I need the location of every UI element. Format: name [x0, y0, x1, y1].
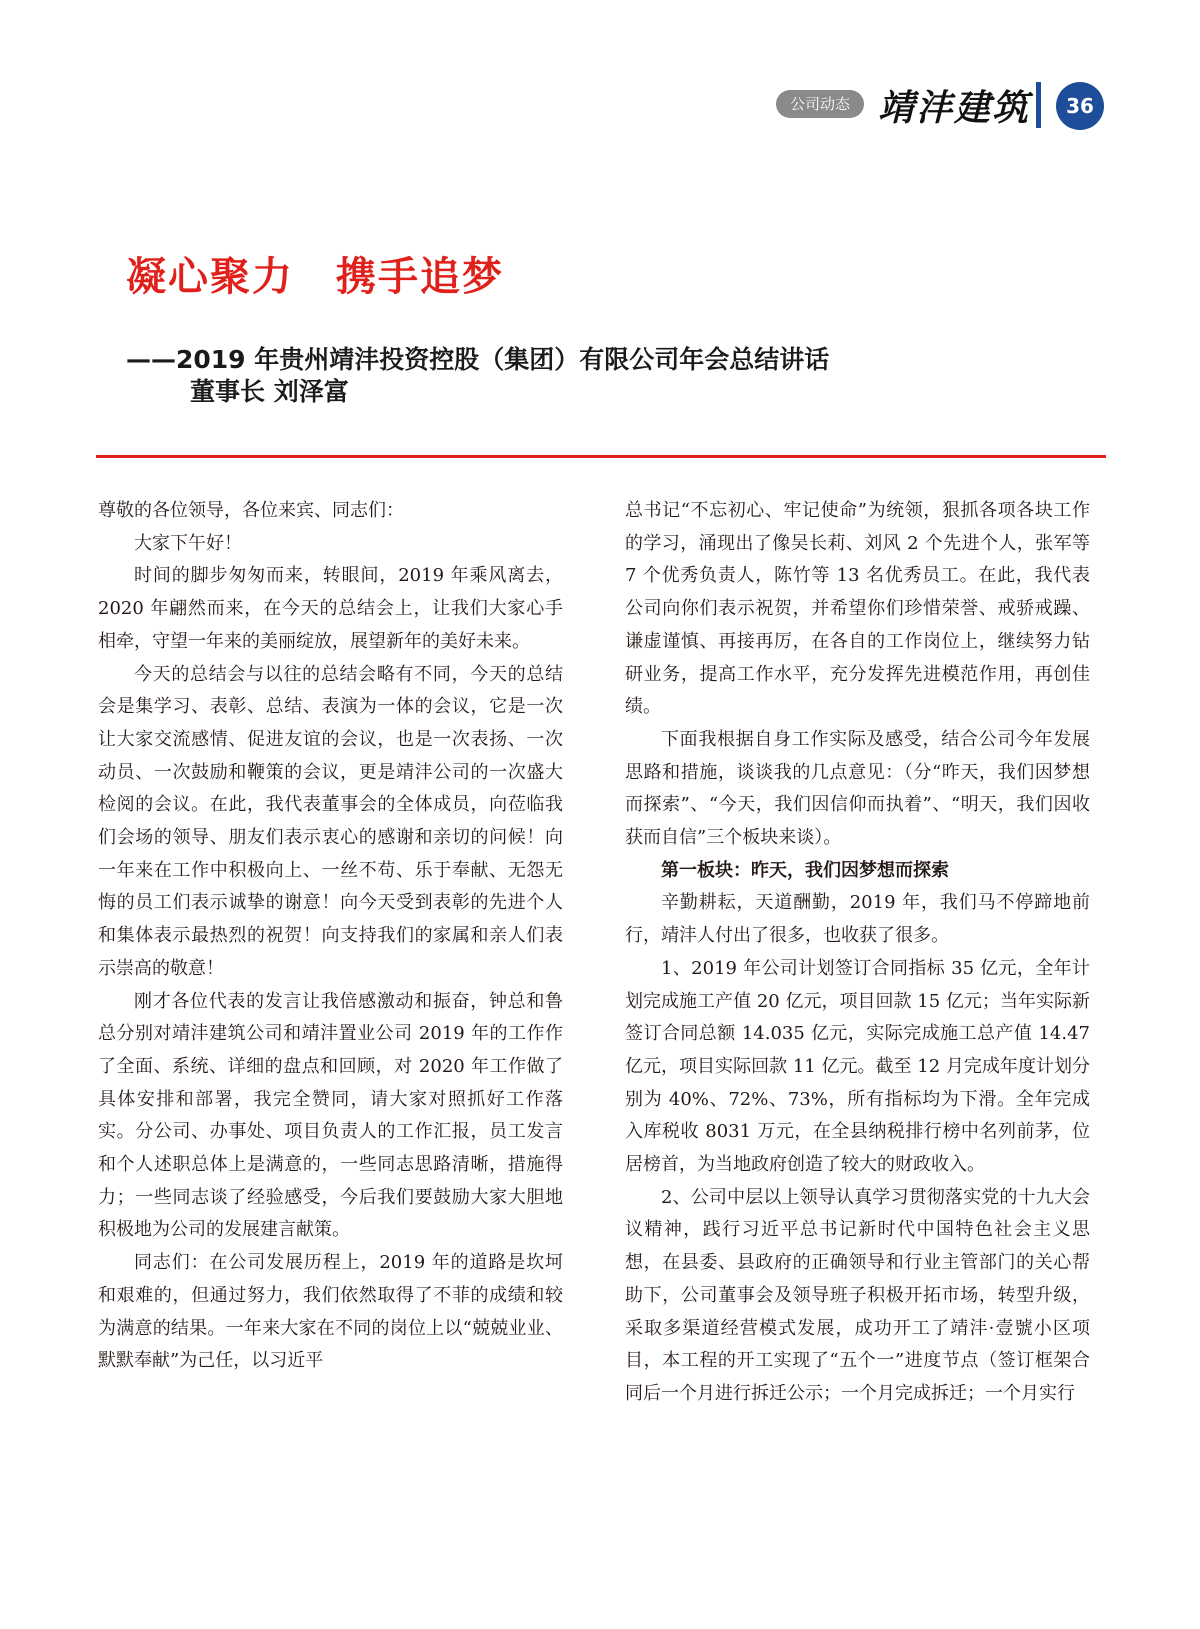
article-author: 董事长 刘泽富	[190, 377, 349, 406]
paragraph: 大家下午好！	[134, 532, 242, 554]
section-heading: 第一板块：昨天，我们因梦想而探索	[661, 859, 949, 881]
title-divider	[96, 455, 1106, 458]
section-label: 公司动态	[776, 90, 864, 118]
paragraph: 2、公司中层以上领导认真学习贯彻落实党的十九大会议精神，践行习近平总书记新时代中国特色社会主义思想，在县委、县政府的正确领导和行业主管部门的关心帮助下，公司董事会及领导班子积极开拓市场，转型升级，采取多渠道经营模式发展，成功开工了靖沣·壹號小区项目，本工程的开工实现了“五个一”进度节点（签订框架合同后一个月进行拆迁公示；一个月完成拆迁；一个月实行	[625, 1186, 1090, 1404]
page-number: 36	[1056, 82, 1104, 130]
article-title: 凝心聚力 携手追梦	[126, 254, 504, 300]
article-subtitle: ——2019 年贵州靖沣投资控股（集团）有限公司年会总结讲话	[126, 345, 830, 374]
magazine-brand: 靖沣建筑	[878, 87, 1031, 129]
left-column	[98, 495, 563, 1378]
paragraph: 时间的脚步匆匆而来，转眼间，2019 年乘风离去，2020 年翩然而来，在今天的总结会上，让我们大家心手相牵，守望一年来的美丽绽放，展望新年的美好未来。	[98, 565, 563, 652]
right-column	[625, 495, 1090, 1411]
header-divider	[1036, 82, 1041, 128]
paragraph: 尊敬的各位领导，各位来宾、同志们：	[98, 500, 404, 521]
paragraph: 今天的总结会与以往的总结会略有不同，今天的总结会是集学习、表彰、总结、表演为一体的会议，它是一次让大家交流感情、促进友谊的会议，也是一次表扬、一次动员、一次鼓励和鞭策的会议，更是靖沣公司的一次盛大检阅的会议。在此，我代表董事会的全体成员，向莅临我们会场的领导、朋友们表示衷心的感谢和亲切的问候！向一年来在工作中积极向上、一丝不苟、乐于奉献、无怨无悔的员工们表示诚挚的谢意！向今天受到表彰的先进个人和集体表示最热烈的祝贺！向支持我们的家属和亲人们表示崇高的敬意！	[98, 663, 563, 979]
paragraph: 1、2019 年公司计划签订合同指标 35 亿元，全年计划完成施工产值 20 亿元，项目回款 15 亿元；当年实际新签订合同总额 14.035 亿元，实际完成施工总产值 14.47 亿元，项目实际回款 11 亿元。截至 12 月完成年度计划分别为 40%、72%、73%，所有指标均为下滑。全年完成入库税收 8031 万元，在全县纳税排行榜中名列前茅，位居榜首，为当地政府创造了较大的财政收入。	[625, 957, 1090, 1176]
page-header	[0, 80, 1200, 140]
paragraph: 总书记“不忘初心、牢记使命”为统领，狠抓各项各块工作的学习，涌现出了像吴长莉、刘风 2 个先进个人，张军等 7 个优秀负责人，陈竹等 13 名优秀员工。在此，我代表公司向你们表示祝贺，并希望你们珍惜荣誉、戒骄戒躁、谦虚谨慎、再接再厉，在各自的工作岗位上，继续努力钻研业务，提高工作水平，充分发挥先进模范作用，再创佳绩。	[625, 500, 1090, 718]
paragraph: 同志们：在公司发展历程上，2019 年的道路是坎坷和艰难的，但通过努力，我们依然取得了不菲的成绩和较为满意的结果。一年来大家在不同的岗位上以“兢兢业业、默默奉献”为己任，以习近平	[98, 1252, 563, 1372]
paragraph: 辛勤耕耘，天道酬勤，2019 年，我们马不停蹄地前行，靖沣人付出了很多，也收获了很多。	[625, 892, 1090, 947]
paragraph: 下面我根据自身工作实际及感受，结合公司今年发展思路和措施，谈谈我的几点意见：（分“昨天，我们因梦想而探索”、“今天，我们因信仰而执着”、“明天，我们因收获而自信”三个板块来谈）。	[625, 728, 1090, 849]
paragraph: 刚才各位代表的发言让我倍感激动和振奋，钟总和鲁总分别对靖沣建筑公司和靖沣置业公司 2019 年的工作作了全面、系统、详细的盘点和回顾，对 2020 年工作做了具体安排和部署，我完全赞同，请大家对照抓好工作落实。分公司、办事处、项目负责人的工作汇报，员工发言和个人述职总体上是满意的，一些同志思路清晰，措施得力；一些同志谈了经验感受，今后我们要鼓励大家大胆地积极地为公司的发展建言献策。	[98, 990, 563, 1241]
